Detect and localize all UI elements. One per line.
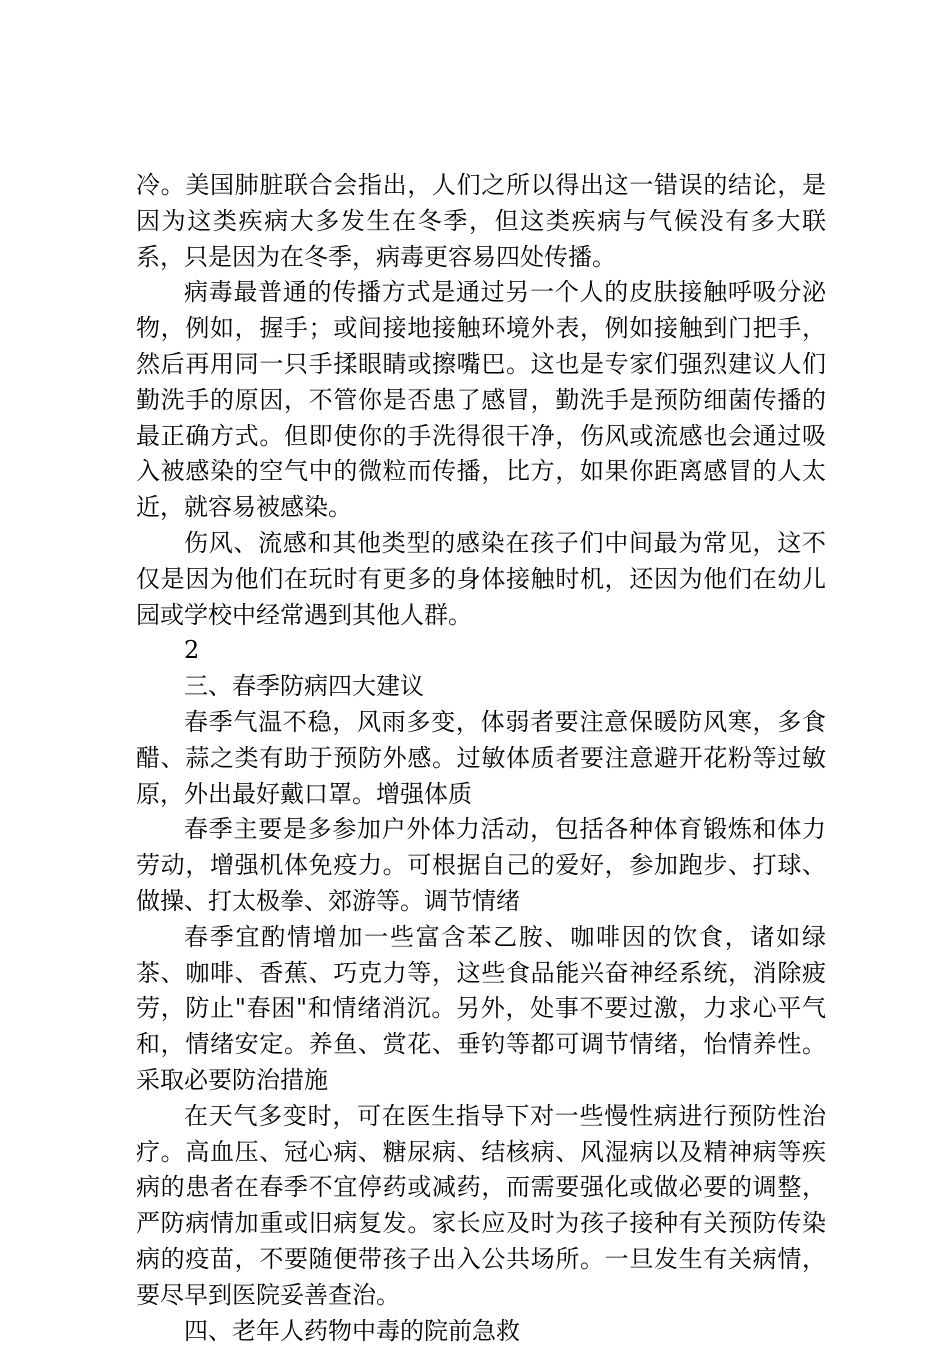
- page-number-marker: 2: [136, 633, 826, 669]
- paragraph-physical-activity: 春季主要是多参加户外体力活动，包括各种体育锻炼和体力劳动，增强机体免疫力。可根据自己的爱好，参加跑步、打球、做操、打太极拳、郊游等。调节情绪: [136, 812, 826, 919]
- section-heading-elderly-poisoning: 四、老年人药物中毒的院前急救: [136, 1314, 826, 1349]
- paragraph-spring-weather: 春季气温不稳，风雨多变，体弱者要注意保暖防风寒，多食醋、蒜之类有助于预防外感。过敏体质者要注意避开花粉等过敏原，外出最好戴口罩。增强体质: [136, 705, 826, 812]
- paragraph-emotion-regulation: 春季宜酌情增加一些富含苯乙胺、咖啡因的饮食，诸如绿茶、咖啡、香蕉、巧克力等，这些食品能兴奋神经系统，消除疲劳，防止"春困"和情绪消沉。另外，处事不要过激，力求心平气和，情绪安定。养鱼、赏花、垂钓等都可调节情绪，怡情养性。采取必要防治措施: [136, 920, 826, 1099]
- document-body: [136, 168, 826, 1349]
- paragraph-continuation: 冷。美国肺脏联合会指出，人们之所以得出这一错误的结论，是因为这类疾病大多发生在冬季，但这类疾病与气候没有多大联系，只是因为在冬季，病毒更容易四处传播。: [136, 168, 826, 275]
- paragraph-children-infection: 伤风、流感和其他类型的感染在孩子们中间最为常见，这不仅是因为他们在玩时有更多的身体接触时机，还因为他们在幼儿园或学校中经常遇到其他人群。: [136, 526, 826, 633]
- paragraph-prevention-measures: 在天气多变时，可在医生指导下对一些慢性病进行预防性治疗。高血压、冠心病、糖尿病、结核病、风湿病以及精神病等疾病的患者在春季不宜停药或减药，而需要强化或做必要的调整，严防病情加重或旧病复发。家长应及时为孩子接种有关预防传染病的疫苗，不要随便带孩子出入公共场所。一旦发生有关病情，要尽早到医院妥善查治。: [136, 1099, 826, 1314]
- section-heading-spring-advice: 三、春季防病四大建议: [136, 669, 826, 705]
- paragraph-virus-transmission: 病毒最普通的传播方式是通过另一个人的皮肤接触呼吸分泌物，例如，握手；或间接地接触环境外表，例如接触到门把手，然后再用同一只手揉眼睛或擦嘴巴。这也是专家们强烈建议人们勤洗手的原因，不管你是否患了感冒，勤洗手是预防细菌传播的最正确方式。但即使你的手洗得很干净，伤风或流感也会通过吸入被感染的空气中的微粒而传播，比方，如果你距离感冒的人太近，就容易被感染。: [136, 275, 826, 526]
